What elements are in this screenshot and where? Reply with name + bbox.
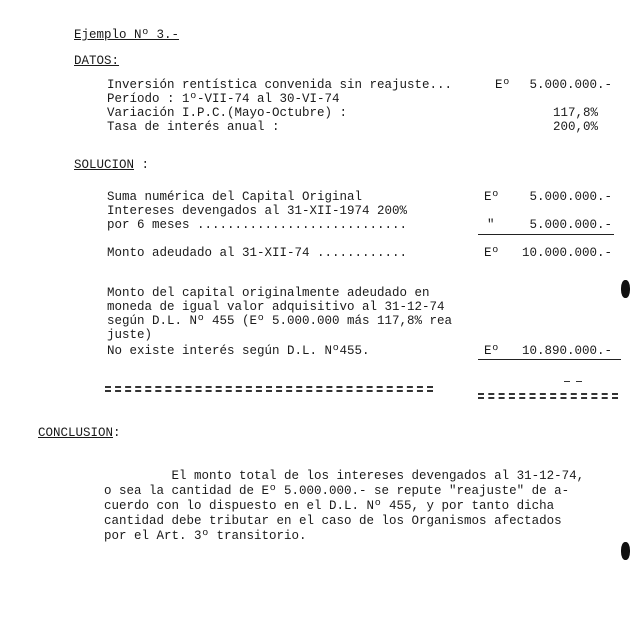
reajuste-line-2: moneda de igual valor adquisitivo al 31-12-74 — [107, 300, 445, 314]
datos-line-inversion-currency: Eº — [495, 78, 511, 92]
punch-hole-mark-bottom — [621, 542, 630, 560]
conclusion-line-2: o sea la cantidad de Eº 5.000.000.- se repute "reajuste" de a- — [104, 484, 570, 498]
conclusion-line-5: por el Art. 3º transitorio. — [104, 529, 307, 543]
datos-line-inversion-amount: 5.000.000.- — [529, 78, 612, 92]
conclusion-line-1: El monto total de los intereses devengados al 31-12-74, — [104, 469, 585, 483]
separator-right-1 — [478, 393, 618, 395]
subtotal-rule — [478, 234, 614, 235]
monto-amount: 10.000.000.- — [521, 246, 612, 260]
separator-right-2 — [478, 397, 618, 399]
reajuste-line-1: Monto del capital originalmente adeudado en — [107, 286, 430, 300]
datos-line-tasa-amount: 200,0% — [552, 120, 598, 134]
conclusion-line-4: cantidad debe tributar en el caso de los Organismos afectados — [104, 514, 562, 528]
separator-mark-1 — [564, 381, 570, 382]
reajuste-line-3: según D.L. Nº 455 (Eº 5.000.000 más 117,8% rea — [107, 314, 453, 328]
reajuste-amount: 10.890.000.- — [521, 344, 612, 358]
solucion-heading-suffix: : — [141, 158, 150, 172]
conclusion-heading: CONCLUSION — [38, 426, 114, 440]
datos-line-inversion-label: Inversión rentística convenida sin reajuste... — [107, 78, 453, 92]
datos-line-tasa-label: Tasa de interés anual : — [107, 120, 280, 134]
total-rule — [478, 359, 621, 360]
conclusion-heading-suffix: : — [113, 426, 121, 440]
conclusion-heading-line — [38, 427, 121, 440]
separator-mark-2 — [576, 381, 582, 382]
capital-label: Suma numérica del Capital Original — [107, 190, 363, 204]
reajuste-line-4: juste) — [107, 328, 153, 342]
solucion-heading: SOLUCION — [74, 158, 135, 172]
solucion-heading-line — [74, 159, 149, 172]
capital-amount: 5.000.000.- — [529, 190, 612, 204]
intereses-currency: " — [487, 218, 495, 232]
reajuste-currency: Eº — [484, 344, 500, 358]
document-title: Ejemplo Nº 3.- — [74, 28, 180, 42]
reajuste-line-5: No existe interés según D.L. Nº455. — [107, 344, 370, 358]
monto-currency: Eº — [484, 246, 500, 260]
intereses-label-1: Intereses devengados al 31-XII-1974 200% — [107, 204, 408, 218]
intereses-amount: 5.000.000.- — [529, 218, 612, 232]
intereses-label-2: por 6 meses ............................ — [107, 218, 408, 232]
datos-heading: DATOS: — [74, 54, 120, 68]
datos-line-periodo-label: Período : 1º-VII-74 al 30-VI-74 — [107, 92, 340, 106]
datos-line-ipc-label: Variación I.P.C.(Mayo-Octubre) : — [107, 106, 348, 120]
capital-currency: Eº — [484, 190, 500, 204]
conclusion-line-3: cuerdo con lo dispuesto en el D.L. Nº 455, y por tanto dicha — [104, 499, 555, 513]
monto-label: Monto adeudado al 31-XII-74 ............ — [107, 246, 408, 260]
datos-line-ipc-amount: 117,8% — [552, 106, 598, 120]
separator-left-2 — [105, 390, 433, 392]
punch-hole-mark-top — [621, 280, 630, 298]
separator-left-1 — [105, 386, 433, 388]
